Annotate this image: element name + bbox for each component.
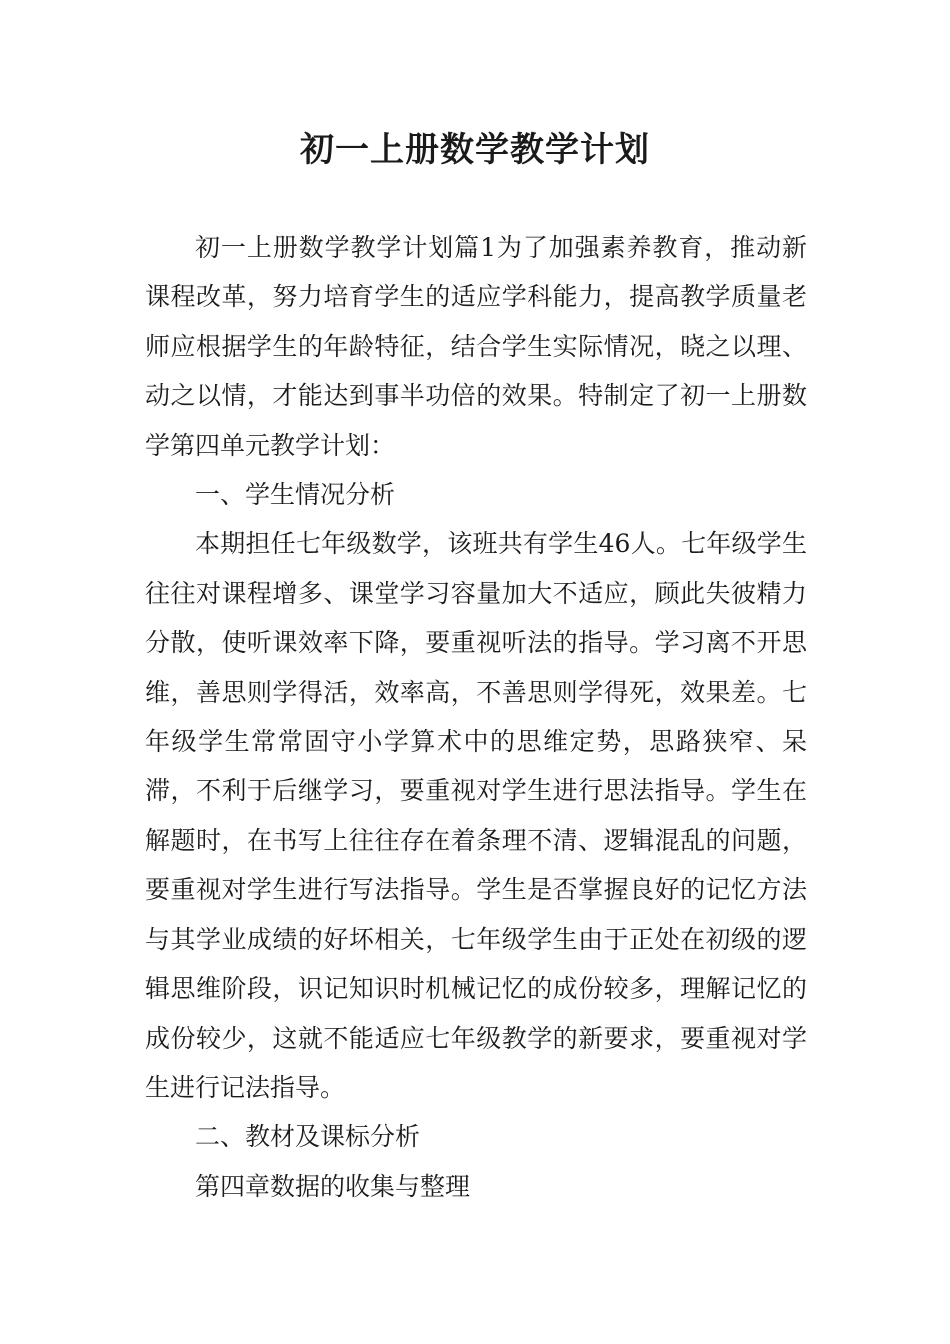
chapter-heading: 第四章数据的收集与整理 [195,1171,471,1201]
document-body [145,223,807,1211]
document-title: 初一上册数学教学计划 [300,130,650,170]
section-heading-student-analysis: 一、学生情况分析 [195,480,396,510]
section-heading-textbook-analysis: 二、教材及课标分析 [195,1122,421,1152]
paragraph-intro: 初一上册数学教学计划篇1为了加强素养教育，推动新课程改革，努力培育学生的适应学科能力，提高教学质量老师应根据学生的年龄特征，结合学生实际情况，晓之以理、动之以情，才能达到事半功倍的效果。特制定了初一上册数学第四单元教学计划： [145,233,807,460]
paragraph-student-analysis: 本期担任七年级数学，该班共有学生46人。七年级学生往往对课程增多、课堂学习容量加大不适应，顾此失彼精力分散，使听课效率下降，要重视听法的指导。学习离不开思维，善思则学得活，效率高，不善思则学得死，效果差。七年级学生常常固守小学算术中的思维定势，思路狭窄、呆滞，不利于后继学习，要重视对学生进行思法指导。学生在解题时，在书写上往往存在着条理不清、逻辑混乱的问题，要重视对学生进行写法指导。学生是否掌握良好的记忆方法与其学业成绩的好坏相关，七年级学生由于正处在初级的逻辑思维阶段，识记知识时机械记忆的成份较多，理解记忆的成份较少，这就不能适应七年级教学的新要求，要重视对学生进行记法指导。 [145,529,807,1102]
